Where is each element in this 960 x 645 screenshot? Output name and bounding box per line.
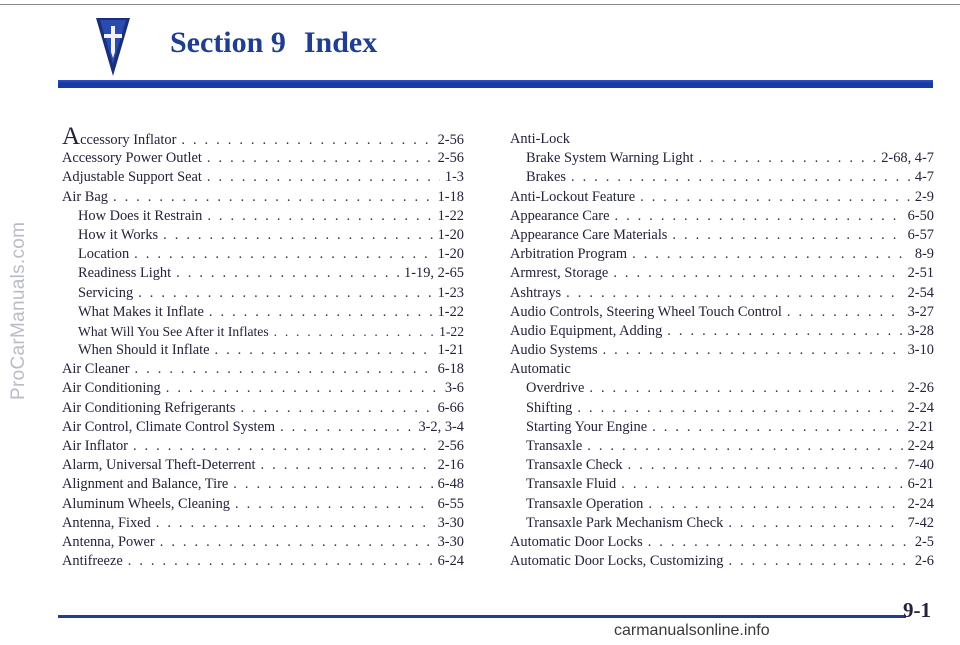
index-subentry (510, 456, 934, 475)
pontiac-logo-icon (96, 18, 130, 76)
entry-label: Transaxle Operation (526, 495, 644, 512)
entry-label: Air Conditioning Refrigerants (62, 399, 236, 416)
entry-page: 1-21 (437, 342, 464, 359)
entry-label: Servicing (78, 284, 134, 301)
footer-rule (58, 615, 906, 618)
index-subentry (510, 168, 934, 187)
index-column-right (510, 130, 934, 571)
entry-page: 6-50 (907, 207, 934, 224)
entry-page: 7-42 (907, 514, 934, 531)
entry-label: Automatic Door Locks (510, 533, 643, 550)
index-entry (62, 188, 464, 207)
entry-page: 7-40 (907, 457, 934, 474)
entry-label: Appearance Care Materials (510, 226, 668, 243)
entry-page: 3-28 (907, 322, 934, 339)
index-entry (62, 533, 464, 552)
entry-page: 6-24 (437, 553, 464, 570)
entry-page: 6-18 (437, 361, 464, 378)
entry-page: 8-9 (914, 246, 934, 263)
page-title (170, 26, 377, 60)
entry-page: 2-5 (914, 533, 934, 550)
entry-page: 2-51 (907, 265, 934, 282)
index-entry (510, 226, 934, 245)
page-number: 9-1 (903, 598, 931, 622)
index-entry (62, 360, 464, 379)
entry-page: 1-20 (437, 246, 464, 263)
index-subentry (62, 207, 464, 226)
entry-page: 1-22 (439, 323, 464, 339)
entry-label: Antifreeze (62, 553, 123, 570)
entry-label: Location (78, 246, 130, 263)
entry-page: 2-54 (907, 284, 934, 301)
entry-label: Armrest, Storage (510, 265, 609, 282)
index-subentry (510, 149, 934, 168)
entry-label: Overdrive (526, 380, 585, 397)
index-entry (62, 552, 464, 571)
entry-label: What Makes it Inflate (78, 303, 204, 320)
entry-page: 1-18 (437, 188, 464, 205)
entry-page: 1-22 (437, 207, 464, 224)
entry-page: 2-24 (907, 438, 934, 454)
entry-label: Automatic Door Locks, Customizing (510, 553, 724, 570)
index-entry (510, 207, 934, 226)
entry-page: 6-48 (437, 476, 464, 493)
entry-label: Anti-Lockout Feature (510, 188, 636, 205)
index-subentry (62, 226, 464, 245)
entry-page: 4-7 (914, 169, 934, 186)
entry-page: 1-22 (437, 303, 464, 320)
entry-page: 1-19, 2-65 (404, 265, 464, 282)
entry-page: 3-2, 3-4 (418, 418, 464, 435)
entry-label: Air Inflator (62, 438, 128, 454)
entry-page: 2-6 (914, 553, 934, 570)
index-subentry (62, 264, 464, 283)
index-subentry (62, 245, 464, 264)
entry-label: Starting Your Engine (526, 418, 648, 435)
entry-page: 3-10 (907, 342, 934, 359)
entry-label: Antenna, Power (62, 533, 155, 550)
entry-label: Brake System Warning Light (526, 150, 694, 167)
entry-page: 1-20 (437, 226, 464, 243)
entry-page: 2-56 (437, 132, 464, 148)
entry-label: Alarm, Universal Theft-Deterrent (62, 457, 256, 474)
index-subentry (62, 303, 464, 322)
index-subentry (62, 322, 464, 341)
entry-page: 2-16 (437, 457, 464, 474)
entry-label: Air Cleaner (62, 361, 130, 378)
entry-page: 6-57 (907, 226, 934, 243)
entry-label: Ashtrays (510, 284, 562, 301)
header-banner (58, 80, 933, 88)
index-entry (510, 284, 934, 303)
index-subentry (510, 495, 934, 514)
index-heading (510, 130, 934, 149)
entry-label: Transaxle Park Mechanism Check (526, 514, 724, 531)
entry-label: Air Conditioning (62, 380, 161, 397)
entry-label: Brakes (526, 169, 566, 186)
entry-label: Aluminum Wheels, Cleaning (62, 495, 231, 512)
index-entry (62, 437, 464, 456)
entry-page: 2-9 (914, 188, 934, 205)
index-entry (510, 303, 934, 322)
entry-label: Automatic (510, 361, 571, 378)
index-entry (62, 456, 464, 475)
section-label: Section 9 (170, 26, 286, 59)
index-entry (62, 475, 464, 494)
index-entry (510, 322, 934, 341)
entry-label: Shifting (526, 399, 573, 416)
section-title: Index (303, 26, 378, 59)
entry-label: Audio Equipment, Adding (510, 322, 663, 339)
entry-label: Adjustable Support Seat (62, 169, 202, 186)
index-entry (62, 514, 464, 533)
entry-label: Appearance Care (510, 207, 610, 224)
entry-page: 2-56 (437, 438, 464, 454)
drop-cap: A (62, 123, 81, 150)
entry-label: Audio Controls, Steering Wheel Touch Control (510, 303, 782, 320)
entry-page: 3-30 (437, 533, 464, 550)
index-entry (510, 533, 934, 552)
index-entry (62, 495, 464, 514)
entry-label: Antenna, Fixed (62, 514, 151, 531)
entry-page: 2-24 (907, 495, 934, 512)
index-subentry (510, 399, 934, 418)
entry-label: How it Works (78, 226, 159, 243)
entry-label: Air Control, Climate Control System (62, 418, 276, 435)
entry-page: 2-26 (907, 380, 934, 397)
entry-label: Arbitration Program (510, 246, 628, 263)
index-column-left (62, 123, 464, 571)
index-entry (62, 123, 464, 150)
top-rule (0, 4, 960, 5)
index-entry (62, 149, 464, 168)
entry-label: How Does it Restrain (78, 207, 203, 224)
entry-page: 2-21 (907, 418, 934, 435)
index-subentry (62, 341, 464, 360)
entry-page: 2-56 (437, 150, 464, 167)
side-watermark: ProCarManuals.com (8, 221, 29, 400)
index-subentry (62, 284, 464, 303)
entry-page: 2-24 (907, 399, 934, 416)
entry-page: 1-3 (444, 169, 464, 186)
entry-label: Alignment and Balance, Tire (62, 476, 229, 493)
index-subentry (510, 514, 934, 533)
index-subentry (510, 437, 934, 456)
index-entry (510, 552, 934, 571)
entry-label: Transaxle (526, 438, 583, 454)
index-subentry (510, 418, 934, 437)
footer-watermark: carmanualsonline.info (614, 622, 770, 639)
entry-label: Air Bag (62, 188, 108, 205)
index-entry (510, 341, 934, 360)
entry-label: When Should it Inflate (78, 342, 210, 359)
entry-page: 3-6 (444, 380, 464, 397)
entry-page: 3-27 (907, 303, 934, 320)
index-entry (510, 245, 934, 264)
entry-label: ccessory Inflator (80, 132, 177, 148)
entry-page: 1-23 (437, 284, 464, 301)
index-entry (510, 188, 934, 207)
index-entry (62, 168, 464, 187)
index-subentry (510, 475, 934, 494)
entry-page: 6-55 (437, 495, 464, 512)
entry-label: Transaxle Fluid (526, 476, 617, 493)
entry-label: Readiness Light (78, 265, 172, 282)
entry-page: 3-30 (437, 514, 464, 531)
index-entry (62, 379, 464, 398)
entry-label: Accessory Power Outlet (62, 150, 202, 167)
entry-label: What Will You See After it Inflates (78, 323, 269, 339)
index-subentry (510, 379, 934, 398)
entry-label: Transaxle Check (526, 457, 623, 474)
index-entry (62, 399, 464, 418)
index-entry (510, 264, 934, 283)
index-heading (510, 360, 934, 379)
index-entry (62, 418, 464, 437)
entry-page: 6-21 (907, 476, 934, 493)
entry-label: Anti-Lock (510, 131, 570, 147)
entry-page: 2-68, 4-7 (881, 150, 934, 167)
entry-page: 6-66 (437, 399, 464, 416)
entry-label: Audio Systems (510, 342, 598, 359)
